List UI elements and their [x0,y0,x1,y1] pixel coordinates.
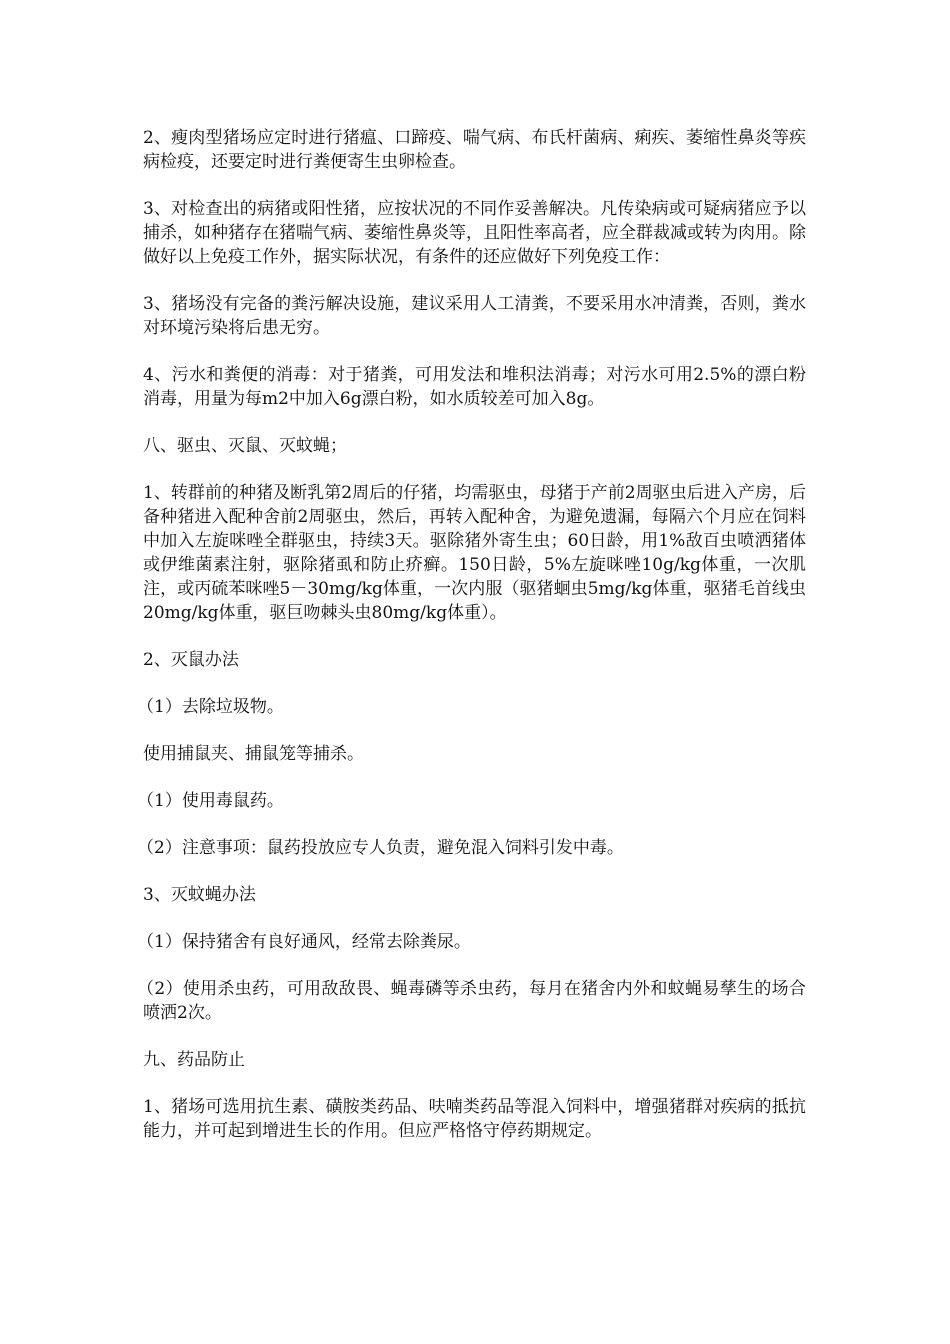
paragraph-deworming: 1、转群前的种猪及断乳第2周后的仔猪，均需驱虫，母猪于产前2周驱虫后进入产房，后备种猪进入配种舍前2周驱虫，然后，再转入配种舍，为避免遗漏，每隔六个月应在饲料中加入左旋咪唑全群驱虫，持续3天。驱除猪外寄生虫；60日龄，用1%敌百虫喷洒猪体或伊维菌素注射，驱除猪虱和防止疥癣。150日龄，5%左旋咪唑10g/kg体重，一次肌注，或丙硫苯咪唑5－30mg/kg体重，一次内服（驱猪蛔虫5mg/kg体重，驱猪毛首线虫20mg/kg体重，驱巨吻棘头虫80mg/kg体重）。 [143,483,806,623]
list-item-insecticide: （2）使用杀虫药，可用敌敌畏、蝇毒磷等杀虫药，每月在猪舍内外和蚊蝇易孳生的场合喷洒2次。 [137,979,806,1023]
list-item-ventilation: （1）保持猪舍有良好通风，经常去除粪尿。 [137,932,471,952]
section-heading-deworming: 八、驱虫、灭鼠、灭蚊蝇； [143,436,347,456]
paragraph-traps: 使用捕鼠夹、捕鼠笼等捕杀。 [143,744,364,764]
paragraph-sewage-disinfection: 4、污水和粪便的消毒：对于猪粪，可用发法和堆积法消毒；对污水可用2.5%的漂白粉消毒，用量为每m2中加入6g漂白粉，如水质较差可加入8g。 [143,365,806,409]
paragraph-quarantine: 2、瘦肉型猪场应定时进行猪瘟、口蹄疫、喘气病、布氏杆菌病、痢疾、萎缩性鼻炎等疾病检疫，还要定时进行粪便寄生虫卵检查。 [143,128,806,172]
paragraph-manure-cleaning: 3、猪场没有完备的粪污解决设施，建议采用人工清粪，不要采用水冲清粪，否则，粪水对环境污染将后患无穷。 [143,294,806,338]
list-item-remove-garbage: （1）去除垃圾物。 [137,697,284,717]
document-page [137,126,806,1166]
subheading-mosquito-fly-control: 3、灭蚊蝇办法 [143,885,256,905]
subheading-rodent-control: 2、灭鼠办法 [143,650,239,670]
list-item-precautions: （2）注意事项：鼠药投放应专人负责，避免混入饲料引发中毒。 [137,838,624,858]
list-item-rodenticide: （1）使用毒鼠药。 [137,791,284,811]
paragraph-positive-pigs: 3、对检查出的病猪或阳性猪，应按状况的不同作妥善解决。凡传染病或可疑病猪应予以捕杀，如种猪存在猪喘气病、萎缩性鼻炎等，且阳性率高者，应全群裁减或转为肉用。除做好以上免疫工作外，据实际状况，有条件的还应做好下列免疫工作： [143,199,806,267]
paragraph-antibiotics: 1、猪场可选用抗生素、磺胺类药品、呋喃类药品等混入饲料中，增强猪群对疾病的抵抗能力，并可起到增进生长的作用。但应严格恪守停药期规定。 [143,1097,806,1141]
section-heading-drug-prevention: 九、药品防止 [143,1050,245,1070]
